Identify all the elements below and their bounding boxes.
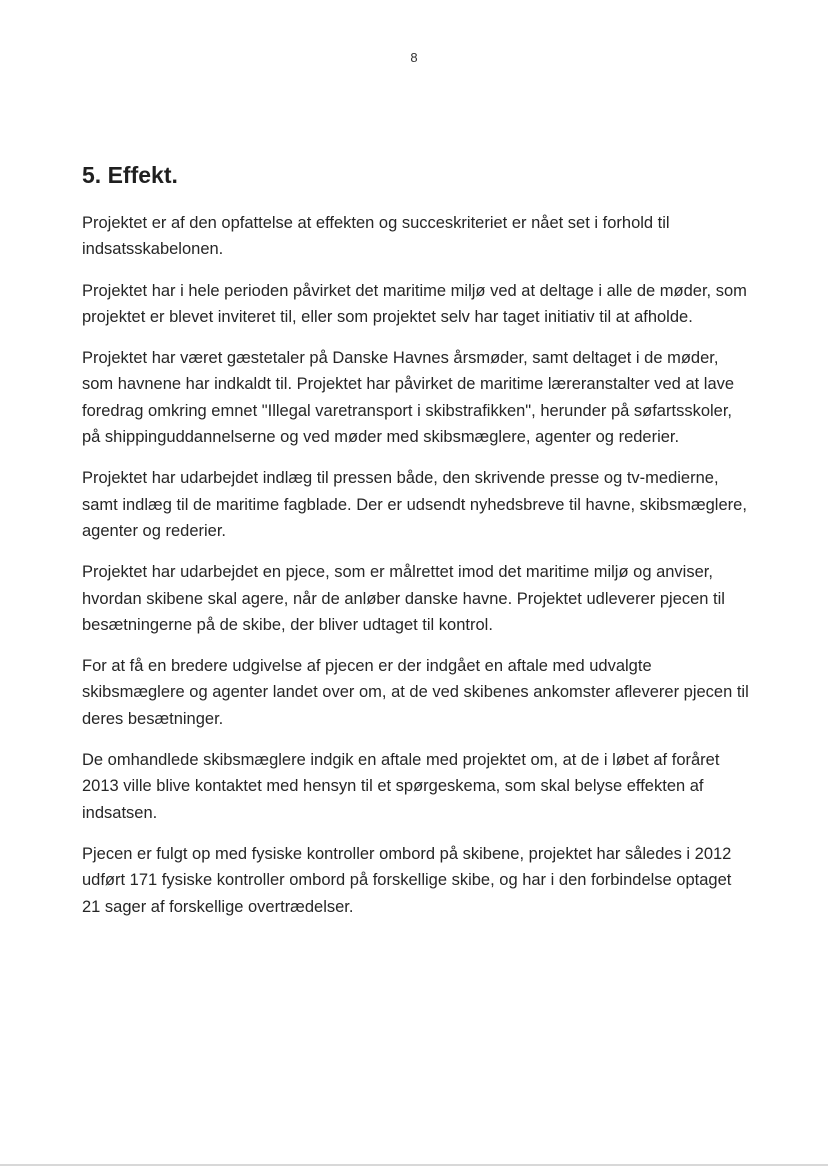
paragraph-2: Projektet har i hele perioden påvirket det maritime miljø ved at deltage i alle de møder, som projektet er blevet inviteret til, eller som projektet selv har taget initiativ til at afholde. <box>82 281 747 326</box>
paragraph-7: De omhandlede skibsmæglere indgik en aftale med projektet om, at de i løbet af foråret 2013 ville blive kontaktet med hensyn til et spørgeskema, som skal belyse effekten af indsatsen. <box>82 751 720 822</box>
paragraph-4: Projektet har udarbejdet indlæg til pressen både, den skrivende presse og tv-medierne, samt indlæg til de maritime fagblade. Der er udsendt nyhedsbreve til havne, skibsmæglere, agenter og rederier. <box>82 469 747 540</box>
scan-bottom-edge <box>0 1164 828 1166</box>
page-number: 8 <box>410 50 418 65</box>
paragraph-5: Projektet har udarbejdet en pjece, som er målrettet imod det maritime miljø og anviser, hvordan skibene skal agere, når de anløber danske havne. Projektet udleverer pjecen til besætningerne på de skibe, der bliver udtaget til kontrol. <box>82 563 725 634</box>
paragraph-8: Pjecen er fulgt op med fysiske kontroller ombord på skibene, projektet har således i 2012 udført 171 fysiske kontroller ombord på forskellige skibe, og har i den forbindelse optaget 21 sager af forskellige overtrædelser. <box>82 844 732 916</box>
paragraph-6: For at få en bredere udgivelse af pjecen er der indgået en aftale med udvalgte skibsmæglere og agenter landet over om, at de ved skibenes ankomster afleverer pjecen til deres besætninger. <box>82 657 749 728</box>
body-text <box>82 210 754 935</box>
paragraph-1: Projektet er af den opfattelse at effekten og succeskriteriet er nået set i forhold til indsatsskabelonen. <box>82 214 670 259</box>
paragraph-3: Projektet har været gæstetaler på Danske Havnes årsmøder, samt deltaget i de møder, som havnene har indkaldt til. Projektet har påvirket de maritime læreranstalter ved at lave foredrag omkring emnet "Illegal varetransport i skibstrafikken", herunder på søfartsskoler, på shippinguddannelserne og ved møder med skibsmæglere, agenter og rederier. <box>82 349 735 447</box>
section-heading: 5. Effekt. <box>82 162 178 188</box>
